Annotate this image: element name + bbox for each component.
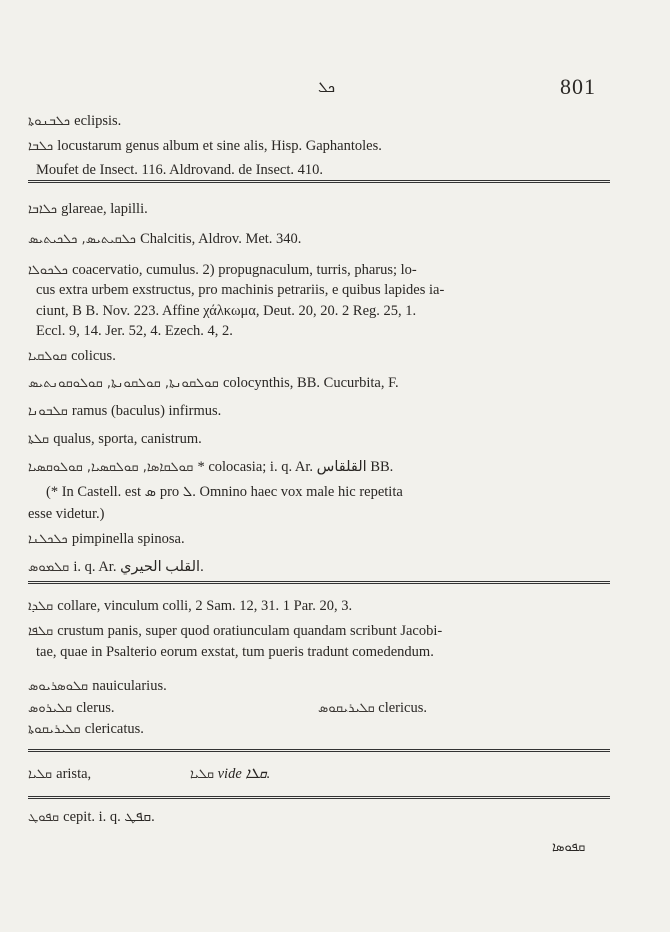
entry-line bbox=[28, 347, 608, 366]
gloss: pimpinella spinosa. bbox=[71, 531, 185, 547]
gloss: crustum panis, super quod oratiunculam quandam scribunt Jacobi- bbox=[57, 623, 443, 639]
entry-line bbox=[28, 530, 608, 549]
gloss: ramus (baculus) infirmus. bbox=[71, 403, 222, 419]
gloss: colicus. bbox=[71, 348, 116, 364]
gloss: clericus. bbox=[378, 700, 427, 716]
entry-line bbox=[28, 374, 608, 393]
gloss: Moufet de Insect. 116. Aldrovand. de Insect. 410. bbox=[36, 162, 323, 178]
entry-line bbox=[28, 720, 608, 739]
gloss: eclipsis. bbox=[74, 113, 122, 129]
entry-line bbox=[28, 622, 608, 641]
catchword: ܩܦܘܣܐ bbox=[552, 840, 586, 855]
syriac-headword: ܩܘܠܩܘܢܬܐ, ܩܘܠܩܘܢܬܐ, ܩܘܠܘܩܘܢܬܝܣ bbox=[28, 376, 223, 391]
syriac-headword: ܩܠܝܐ bbox=[190, 767, 214, 782]
gloss: qualus, sporta, canistrum. bbox=[53, 431, 202, 447]
syriac-headword: ܩܠܝܪܘܣ bbox=[28, 701, 77, 716]
syriac-headword: ܩܠܡܘܣ bbox=[28, 560, 74, 575]
entry-line bbox=[36, 643, 616, 661]
gloss: (* In Castell. est ܣ pro ܠ. Omnino haec vox male hic repetita bbox=[46, 484, 403, 500]
syriac-headword: ܟܠܟܠܢܐ bbox=[28, 532, 72, 547]
entry-line bbox=[28, 808, 608, 827]
page-number: 801 bbox=[560, 74, 596, 99]
gloss: esse videtur.) bbox=[28, 506, 105, 522]
gloss: tae, quae in Psalterio eorum exstat, tum pueris tradunt comedendum. bbox=[36, 644, 434, 660]
entry-clericus bbox=[318, 699, 568, 718]
entry-line bbox=[36, 322, 616, 340]
entry-line bbox=[28, 230, 608, 249]
section-rule bbox=[28, 796, 610, 801]
gloss: collare, vinculum colli, 2 Sam. 12, 31. 1 Par. 20, 3. bbox=[57, 598, 353, 614]
page-header bbox=[0, 74, 670, 104]
gloss: vide ܩܠܐ. bbox=[217, 766, 271, 782]
entry-line bbox=[28, 505, 608, 523]
gloss: cepit. i. q. ܩܦܛ. bbox=[63, 809, 155, 825]
entry-line bbox=[28, 200, 608, 219]
gloss: glareae, lapilli. bbox=[61, 201, 148, 217]
entry-arista-ref bbox=[190, 765, 440, 784]
syriac-headword: ܩܠܘܣܪܝܘܣ bbox=[28, 679, 93, 694]
entry-line bbox=[28, 458, 608, 477]
gloss: clericatus. bbox=[84, 721, 144, 737]
section-rule bbox=[28, 749, 610, 754]
gloss: Chalcitis, Aldrov. Met. 340. bbox=[140, 231, 302, 247]
syriac-headword: ܩܠܒܘܢܐ bbox=[28, 404, 72, 419]
gloss: cus extra urbem exstructus, pro machinis petrariis, e quibus lapides ia- bbox=[36, 282, 445, 298]
entry-line bbox=[28, 261, 608, 280]
gloss: ciunt, B B. Nov. 223. Affine χάλκωμα, Deut. 20, 20. 2 Reg. 25, 1. bbox=[36, 303, 417, 319]
syriac-headword: ܟܠܒܐ bbox=[28, 139, 58, 154]
gloss: locustarum genus album et sine alis, Hisp. Gaphantoles. bbox=[57, 138, 382, 154]
entry-line bbox=[28, 558, 608, 577]
gloss: clerus. bbox=[76, 700, 115, 716]
gloss: nauicularius. bbox=[92, 678, 167, 694]
gloss: arista, bbox=[56, 766, 92, 782]
syriac-headword: ܩܘܠܩܝܐ bbox=[28, 349, 72, 364]
section-rule bbox=[28, 180, 610, 185]
syriac-headword: ܩܠܝܐ bbox=[28, 767, 57, 782]
entry-line bbox=[36, 161, 616, 179]
entry-line bbox=[28, 137, 608, 156]
syriac-headword: ܩܠܝܪܝܩܘܬܐ bbox=[28, 722, 85, 737]
gloss: * colocasia; i. q. Ar. القلقاس BB. bbox=[197, 459, 394, 475]
entry-line bbox=[36, 281, 616, 299]
entry-line bbox=[28, 677, 608, 696]
syriac-headword: ܟܠܟܘܠܐ bbox=[28, 263, 73, 278]
gloss: colocynthis, BB. Cucurbita, F. bbox=[222, 375, 399, 391]
entry-line bbox=[46, 483, 626, 501]
syriac-headword: ܩܠܬܐ bbox=[28, 432, 54, 447]
syriac-headword: ܩܠܦܐ bbox=[28, 624, 58, 639]
syriac-headword: ܟܠܩܝܬܝܣ, ܟܠܟܝܬܝܣ bbox=[28, 232, 141, 247]
gloss: Eccl. 9, 14. Jer. 52, 4. Ezech. 4, 2. bbox=[36, 323, 233, 339]
gloss: i. q. Ar. القلب الحيري. bbox=[73, 559, 204, 575]
entry-line bbox=[28, 402, 608, 421]
syriac-headword: ܩܠܝܪܝܩܘܣ bbox=[318, 701, 375, 716]
entry-line bbox=[28, 597, 608, 616]
running-head: ܟܠ bbox=[318, 78, 336, 96]
syriac-headword: ܩܦܘܛ bbox=[28, 810, 64, 825]
gloss: coacervatio, cumulus. 2) propugnaculum, turris, pharus; lo- bbox=[72, 262, 417, 278]
entry-line bbox=[36, 302, 616, 320]
section-rule bbox=[28, 581, 610, 586]
syriac-headword: ܟܠܐܒܐ bbox=[28, 202, 62, 217]
syriac-headword: ܩܘܠܩܐܣܐ, ܩܘܠܩܣܝܐ, ܩܘܠܘܩܣܝܐ bbox=[28, 460, 198, 475]
syriac-headword: ܟܠܒܢܘܬܐ bbox=[28, 114, 75, 129]
entry-line bbox=[28, 430, 608, 449]
syriac-headword: ܩܠܕܐ bbox=[28, 599, 58, 614]
entry-line bbox=[28, 112, 608, 131]
